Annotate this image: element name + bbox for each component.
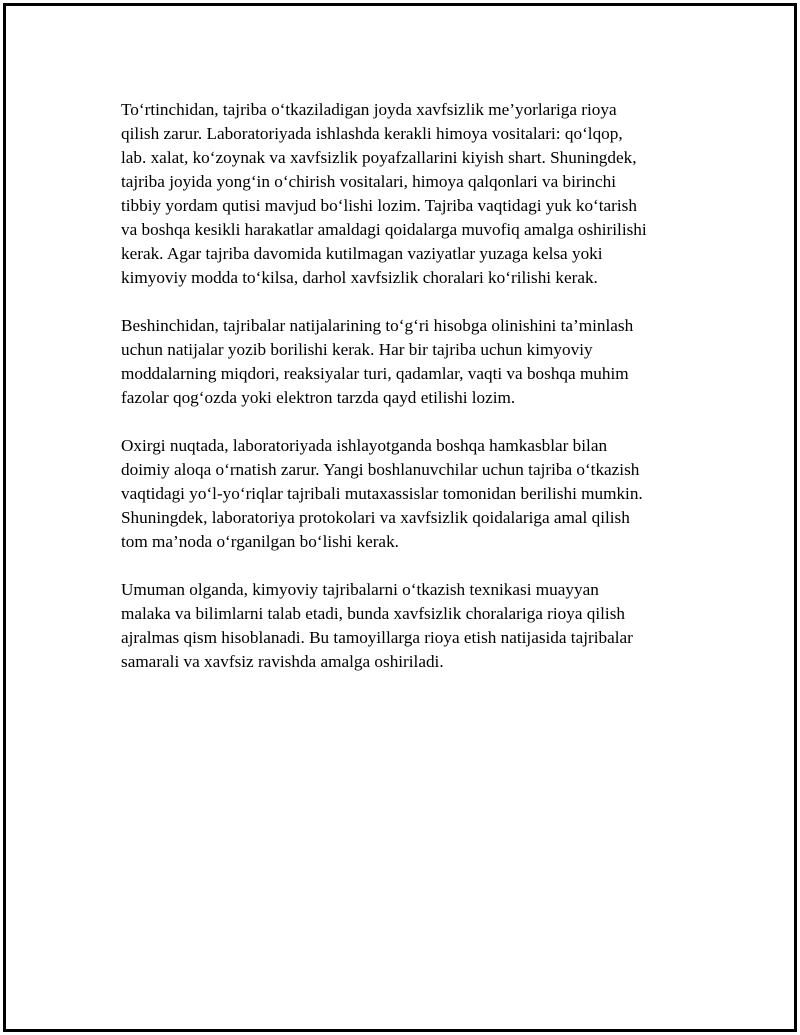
text-line: kimyoviy modda to‘kilsa, darhol xavfsizlik choralari ko‘rilishi kerak. [121, 268, 598, 287]
document-body [121, 98, 691, 698]
text-line: uchun natijalar yozib borilishi kerak. Har bir tajriba uchun kimyoviy [121, 340, 593, 359]
text-line: ajralmas qism hisoblanadi. Bu tamoyillarga rioya etish natijasida tajribalar [121, 628, 633, 647]
text-line: To‘rtinchidan, tajriba o‘tkaziladigan joyda xavfsizlik me’yorlariga rioya [121, 100, 617, 119]
text-line: va boshqa kesikli harakatlar amaldagi qoidalarga muvofiq amalga oshirilishi [121, 220, 647, 239]
text-line: fazolar qog‘ozda yoki elektron tarzda qayd etilishi lozim. [121, 388, 516, 407]
paragraph-safety [121, 98, 691, 290]
text-line: tom ma’noda o‘rganilgan bo‘lishi kerak. [121, 532, 399, 551]
text-line: Oxirgi nuqtada, laboratoriyada ishlayotganda boshqa hamkasblar bilan [121, 436, 608, 455]
text-line: moddalarning miqdori, reaksiyalar turi, qadamlar, vaqti va boshqa muhim [121, 364, 629, 383]
text-line: kerak. Agar tajriba davomida kutilmagan vaziyatlar yuzaga kelsa yoki [121, 244, 603, 263]
text-line: Shuningdek, laboratoriya protokolari va xavfsizlik qoidalariga amal qilish [121, 508, 630, 527]
text-line: samarali va xavfsiz ravishda amalga oshiriladi. [121, 652, 444, 671]
text-line: malaka va bilimlarni talab etadi, bunda xavfsizlik choralariga rioya qilish [121, 604, 625, 623]
page-frame [3, 3, 797, 1032]
paragraph-conclusion [121, 578, 691, 674]
text-line: Beshinchidan, tajribalar natijalarining to‘g‘ri hisobga olinishini ta’minlash [121, 316, 634, 335]
text-line: tajriba joyida yong‘in o‘chirish vositalari, himoya qalqonlari va birinchi [121, 172, 616, 191]
text-line: tibbiy yordam qutisi mavjud bo‘lishi lozim. Tajriba vaqtidagi yuk ko‘tarish [121, 196, 637, 215]
text-line: vaqtidagi yo‘l-yo‘riqlar tajribali mutaxassislar tomonidan berilishi mumkin. [121, 484, 643, 503]
text-line: Umuman olganda, kimyoviy tajribalarni o‘tkazish texnikasi muayyan [121, 580, 599, 599]
text-line: lab. xalat, ko‘zoynak va xavfsizlik poyafzallarini kiyish shart. Shuningdek, [121, 148, 637, 167]
paragraph-results [121, 314, 691, 410]
text-line: qilish zarur. Laboratoriyada ishlashda kerakli himoya vositalari: qo‘lqop, [121, 124, 623, 143]
paragraph-communication [121, 434, 691, 554]
text-line: doimiy aloqa o‘rnatish zarur. Yangi boshlanuvchilar uchun tajriba o‘tkazish [121, 460, 640, 479]
